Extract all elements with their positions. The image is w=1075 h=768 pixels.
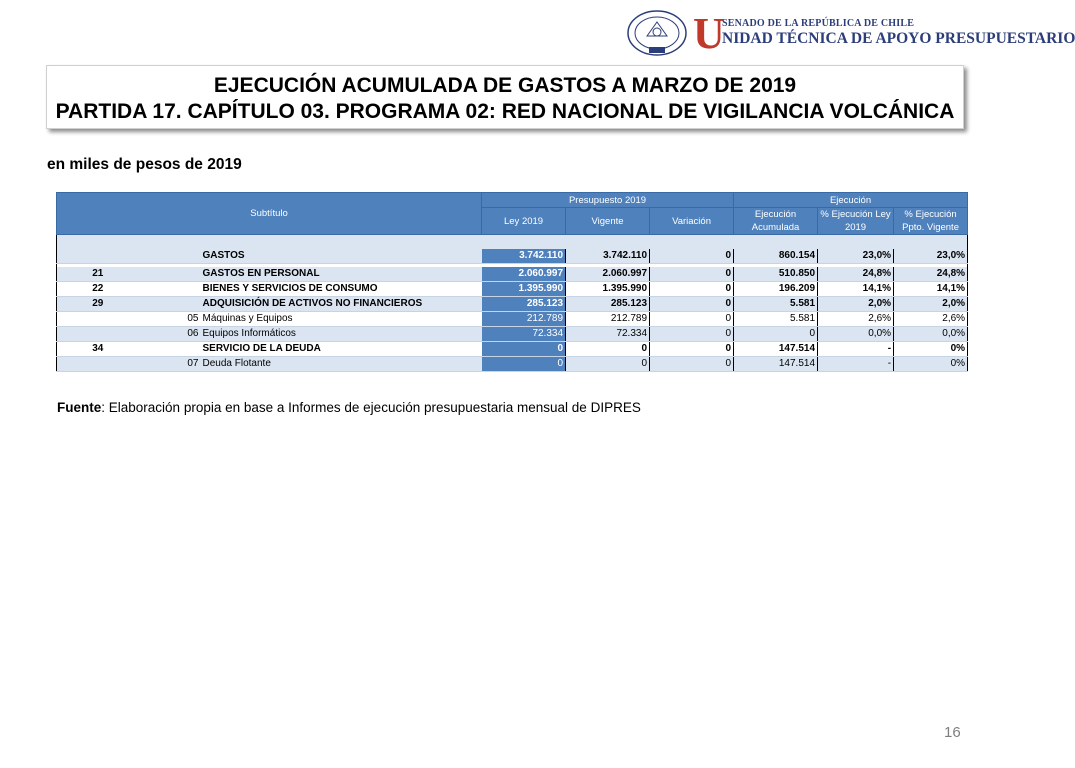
table-row <box>57 342 968 357</box>
cell-vigente: 3.742.110 <box>566 249 650 264</box>
header-ejecucion: Ejecución <box>734 193 968 208</box>
cell-vigente: 0 <box>566 357 650 372</box>
cell-vigente: 2.060.997 <box>566 267 650 282</box>
cell-name: Equipos Informáticos <box>201 327 482 342</box>
table-row <box>57 249 968 264</box>
cell-name: SERVICIO DE LA DEUDA <box>201 342 482 357</box>
cell-vigente: 0 <box>566 342 650 357</box>
cell-name: GASTOS EN PERSONAL <box>201 267 482 282</box>
cell-vigente: 212.789 <box>566 312 650 327</box>
cell-pct-ley: 2,0% <box>818 297 894 312</box>
cell-ley: 0 <box>482 342 566 357</box>
cell-name: Deuda Flotante <box>201 357 482 372</box>
cell-sub <box>139 297 201 312</box>
header-pct-ley: % Ejecución Ley 2019 <box>818 208 894 235</box>
cell-ejec: 147.514 <box>734 342 818 357</box>
cell-name: GASTOS <box>201 249 482 264</box>
cell-variacion: 0 <box>650 357 734 372</box>
page-number: 16 <box>944 724 961 741</box>
cell-pct-ley: - <box>818 342 894 357</box>
logo-letter: U <box>693 9 725 58</box>
title-box <box>46 65 964 129</box>
cell-pct-vig: 23,0% <box>894 249 968 264</box>
cell-ejec: 196.209 <box>734 282 818 297</box>
units-label: en miles de pesos de 2019 <box>47 156 242 173</box>
cell-pct-vig: 14,1% <box>894 282 968 297</box>
cell-code: 22 <box>57 282 139 297</box>
cell-vigente: 72.334 <box>566 327 650 342</box>
cell-code <box>57 312 139 327</box>
cell-pct-vig: 2,6% <box>894 312 968 327</box>
cell-sub <box>139 267 201 282</box>
cell-variacion: 0 <box>650 342 734 357</box>
cell-pct-vig: 2,0% <box>894 297 968 312</box>
cell-pct-ley: 14,1% <box>818 282 894 297</box>
cell-ejec: 0 <box>734 327 818 342</box>
cell-variacion: 0 <box>650 267 734 282</box>
cell-pct-vig: 0,0% <box>894 327 968 342</box>
header-pct-vig: % Ejecución Ppto. Vigente <box>894 208 968 235</box>
source-note <box>57 400 641 415</box>
cell-pct-ley: 2,6% <box>818 312 894 327</box>
title-line-2: PARTIDA 17. CAPÍTULO 03. PROGRAMA 02: RED NACIONAL DE VIGILANCIA VOLCÁNICA <box>55 100 955 123</box>
table-row <box>57 312 968 327</box>
cell-ley: 0 <box>482 357 566 372</box>
cell-variacion: 0 <box>650 297 734 312</box>
header-ejec-acum: Ejecución Acumulada <box>734 208 818 235</box>
table-row <box>57 327 968 342</box>
header-variacion: Variación <box>650 208 734 235</box>
cell-sub: 05 <box>139 312 201 327</box>
cell-variacion: 0 <box>650 249 734 264</box>
cell-name: ADQUISICIÓN DE ACTIVOS NO FINANCIEROS <box>201 297 482 312</box>
cell-ejec: 5.581 <box>734 312 818 327</box>
senado-logo <box>627 9 1075 58</box>
cell-sub <box>139 249 201 264</box>
header-subtitulo: Subtítulo <box>57 193 482 235</box>
cell-code: 34 <box>57 342 139 357</box>
cell-sub: 07 <box>139 357 201 372</box>
cell-variacion: 0 <box>650 327 734 342</box>
cell-vigente: 285.123 <box>566 297 650 312</box>
cell-code: 21 <box>57 267 139 282</box>
header-ley: Ley 2019 <box>482 208 566 235</box>
cell-pct-ley: 0,0% <box>818 327 894 342</box>
senate-seal-icon <box>627 10 687 56</box>
cell-name: BIENES Y SERVICIOS DE CONSUMO <box>201 282 482 297</box>
cell-code <box>57 327 139 342</box>
cell-variacion: 0 <box>650 282 734 297</box>
cell-sub: 06 <box>139 327 201 342</box>
cell-code <box>57 357 139 372</box>
cell-pct-ley: - <box>818 357 894 372</box>
source-label: Fuente <box>57 400 102 415</box>
header-presupuesto: Presupuesto 2019 <box>482 193 734 208</box>
cell-pct-vig: 0% <box>894 357 968 372</box>
cell-vigente: 1.395.990 <box>566 282 650 297</box>
table-row <box>57 282 968 297</box>
logo-senado-text: SENADO DE LA REPÚBLICA DE CHILE <box>722 18 915 29</box>
cell-ley: 285.123 <box>482 297 566 312</box>
table-row <box>57 357 968 372</box>
cell-ley: 72.334 <box>482 327 566 342</box>
cell-sub <box>139 282 201 297</box>
source-text: : Elaboración propia en base a Informes de ejecución presupuestaria mensual de DIPRES <box>101 400 641 415</box>
cell-variacion: 0 <box>650 312 734 327</box>
title-line-1: EJECUCIÓN ACUMULADA DE GASTOS A MARZO DE 2019 <box>213 74 797 97</box>
cell-code: 29 <box>57 297 139 312</box>
cell-ejec: 147.514 <box>734 357 818 372</box>
cell-pct-ley: 24,8% <box>818 267 894 282</box>
logo-unidad-text: NIDAD TÉCNICA DE APOYO PRESUPUESTARIO <box>722 30 1075 47</box>
cell-pct-vig: 0% <box>894 342 968 357</box>
cell-pct-vig: 24,8% <box>894 267 968 282</box>
table-row <box>57 297 968 312</box>
budget-table <box>56 192 968 372</box>
header-vigente: Vigente <box>566 208 650 235</box>
cell-ejec: 510.850 <box>734 267 818 282</box>
cell-ley: 212.789 <box>482 312 566 327</box>
cell-name: Máquinas y Equipos <box>201 312 482 327</box>
cell-ley: 1.395.990 <box>482 282 566 297</box>
cell-ejec: 860.154 <box>734 249 818 264</box>
cell-ley: 2.060.997 <box>482 267 566 282</box>
cell-sub <box>139 342 201 357</box>
cell-pct-ley: 23,0% <box>818 249 894 264</box>
cell-code <box>57 249 139 264</box>
cell-ejec: 5.581 <box>734 297 818 312</box>
cell-ley: 3.742.110 <box>482 249 566 264</box>
table-row <box>57 267 968 282</box>
